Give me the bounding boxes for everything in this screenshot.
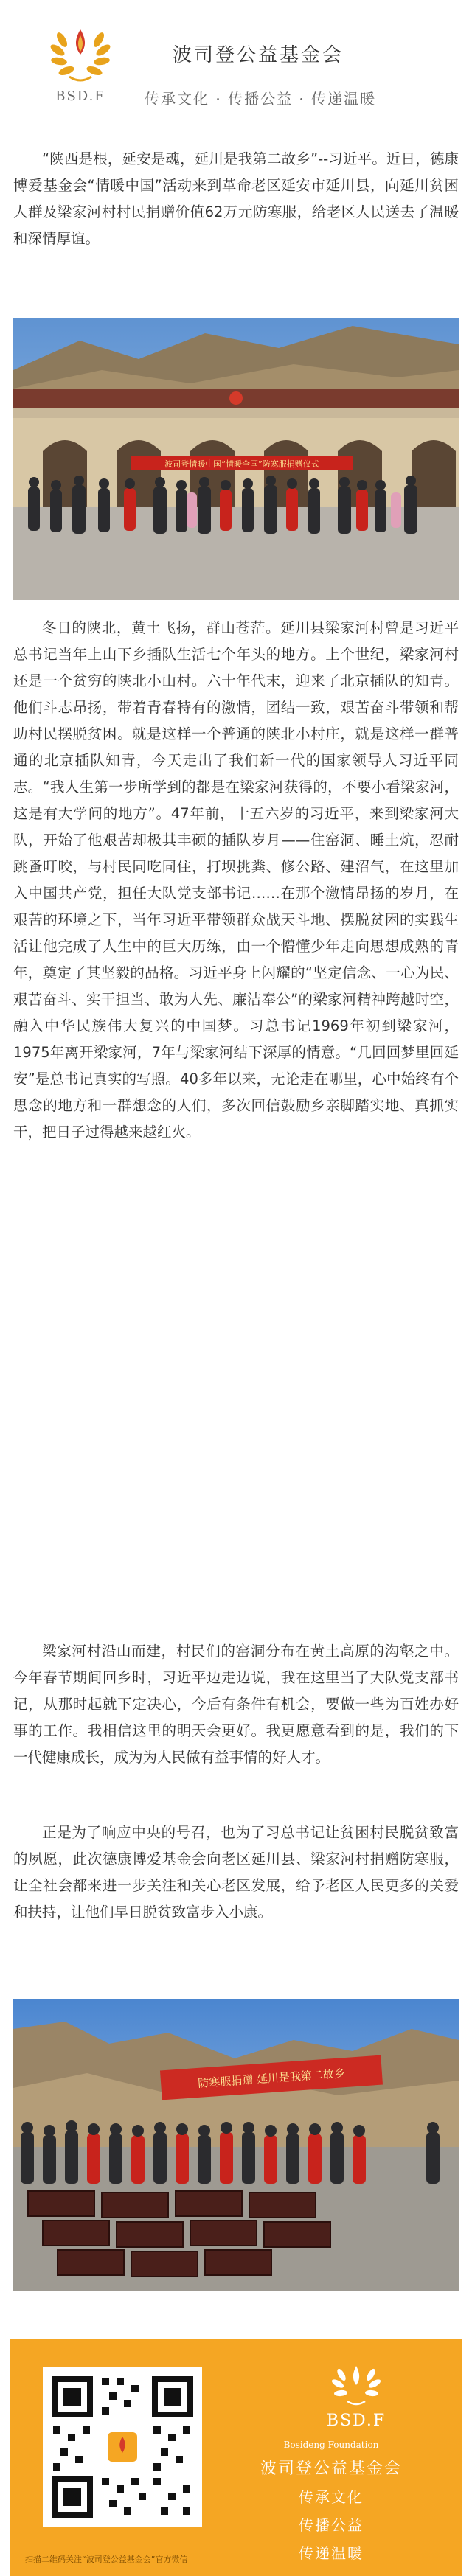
- photo-gathering-scene: [13, 1999, 459, 2291]
- paragraph-village: 梁家河村沿山而建，村民们的窑洞分布在黄土高原的沟壑之中。今年春节期间回乡时，习近平边走边说，我在这里当了大队党支部书记，从那时起就下定决心，今后有条件有机会，要做一些为百姓办好事的工作。我相信这里的明天会更好。我更愿意看到的是，我们的下一代健康成长，成为为人民做有益事情的好人才。: [13, 1643, 459, 1766]
- footer-slogan-3: 传递温暖: [299, 2544, 364, 2562]
- footer-slogan-1: 传承文化: [299, 2488, 364, 2506]
- paragraph-history: 冬日的陕北，黄土飞扬，群山苍茫。延川县梁家河村曾是习近平总书记当年上山下乡插队生活七个年头的地方。上个世纪，梁家河村还是一个贫穷的陕北小山村。六十年代末，迎来了北京插队的知青。他们斗志昂扬，带着青春特有的激情，团结一致，艰苦奋斗带领和帮助村民摆脱贫困。就是这样一个普通的陕北小村庄，就是这样一群普通的北京插队知青，今天走出了我们新一代的国家领导人习近平同志。“我人生第一步所学到的都是在梁家河获得的，不要小看梁家河，这是有大学问的地方”。47年前，十五六岁的习近平，来到梁家河大队，开始了他艰苦却极其丰硕的插队岁月——住窑洞、睡土炕，忍耐跳蚤叮咬，与村民同吃同住，打坝挑粪、修公路、建沼气，在这里加入中国共产党，担任大队党支部书记……在那个激情昂扬的岁月，在艰苦的环境之下，当年习近平带领群众战天斗地、摆脱贫困的实践生活让他完成了人生中的巨大历练，由一个懵懂少年走向思想成熟的青年，奠定了其坚毅的品格。习近平身上闪耀的“坚定信念、一心为民、艰苦奋斗、实干担当、敢为人先、廉洁奉公”的梁家河精神跨越时空，融入中华民族伟大复兴的中国梦。习总书记1969年初到梁家河，1975年离开梁家河，7年与梁家河结下深厚的情意。“几回回梦里回延安”是总书记真实的写照。40多年以来，无论走在哪里，心中始终有个思念的地方和一群想念的人们，多次回信鼓励乡亲脚踏实地、真抓实干，把日子过得越来越红火。: [13, 619, 459, 1141]
- footer-laurel-icon: [327, 2361, 386, 2409]
- qr-code-icon: [43, 2367, 202, 2527]
- footer-logo-text: BSD.F: [326, 2412, 386, 2430]
- footer-english-name: Bosideng Foundation: [283, 2440, 379, 2450]
- photo1-banner-text: 波司登情暖中国“情暖全国”防寒服捐赠仪式: [164, 459, 319, 469]
- qr-code[interactable]: [43, 2367, 202, 2527]
- photo-donation-ceremony: [13, 318, 459, 600]
- footer: [10, 2339, 462, 2576]
- qr-caption: 扫描二维码关注“波司登公益基金会”官方微信: [25, 2555, 188, 2564]
- paragraph-intro: “陕西是根，延安是魂，延川是我第二故乡”--习近平。近日，德康博爱基金会“情暖中国”活动来到革命老区延安市延川县，向延川贫困人群及梁家河村村民捐赠价值62万元防寒服，给老区人民送去了温暖和深情厚谊。: [13, 150, 459, 247]
- footer-logo: [316, 2361, 397, 2430]
- footer-org-name: 波司登公益基金会: [260, 2460, 402, 2478]
- logo-text: BSD.F: [55, 88, 105, 104]
- laurel-flame-icon: [40, 22, 121, 86]
- photo-ceremony-scene: [13, 318, 459, 600]
- tagline: 传承文化 · 传播公益 · 传递温暖: [145, 90, 377, 108]
- header: [0, 0, 472, 125]
- photo2-banner-text: 防寒服捐赠 延川是我第二故乡: [197, 2067, 346, 2090]
- foundation-logo: [40, 22, 121, 111]
- photo-village-gathering: [13, 1999, 459, 2291]
- footer-slogan-2: 传播公益: [299, 2516, 364, 2534]
- paragraph-purpose: 正是为了响应中央的号召，也为了习总书记让贫困村民脱贫致富的夙愿，此次德康博爱基金会向老区延川县、梁家河村捐赠防寒服，让全社会都来进一步关注和关心老区发展，给予老区人民更多的关爱和扶持，让他们早日脱贫致富步入小康。: [13, 1824, 459, 1921]
- org-name: 波司登公益基金会: [173, 44, 344, 66]
